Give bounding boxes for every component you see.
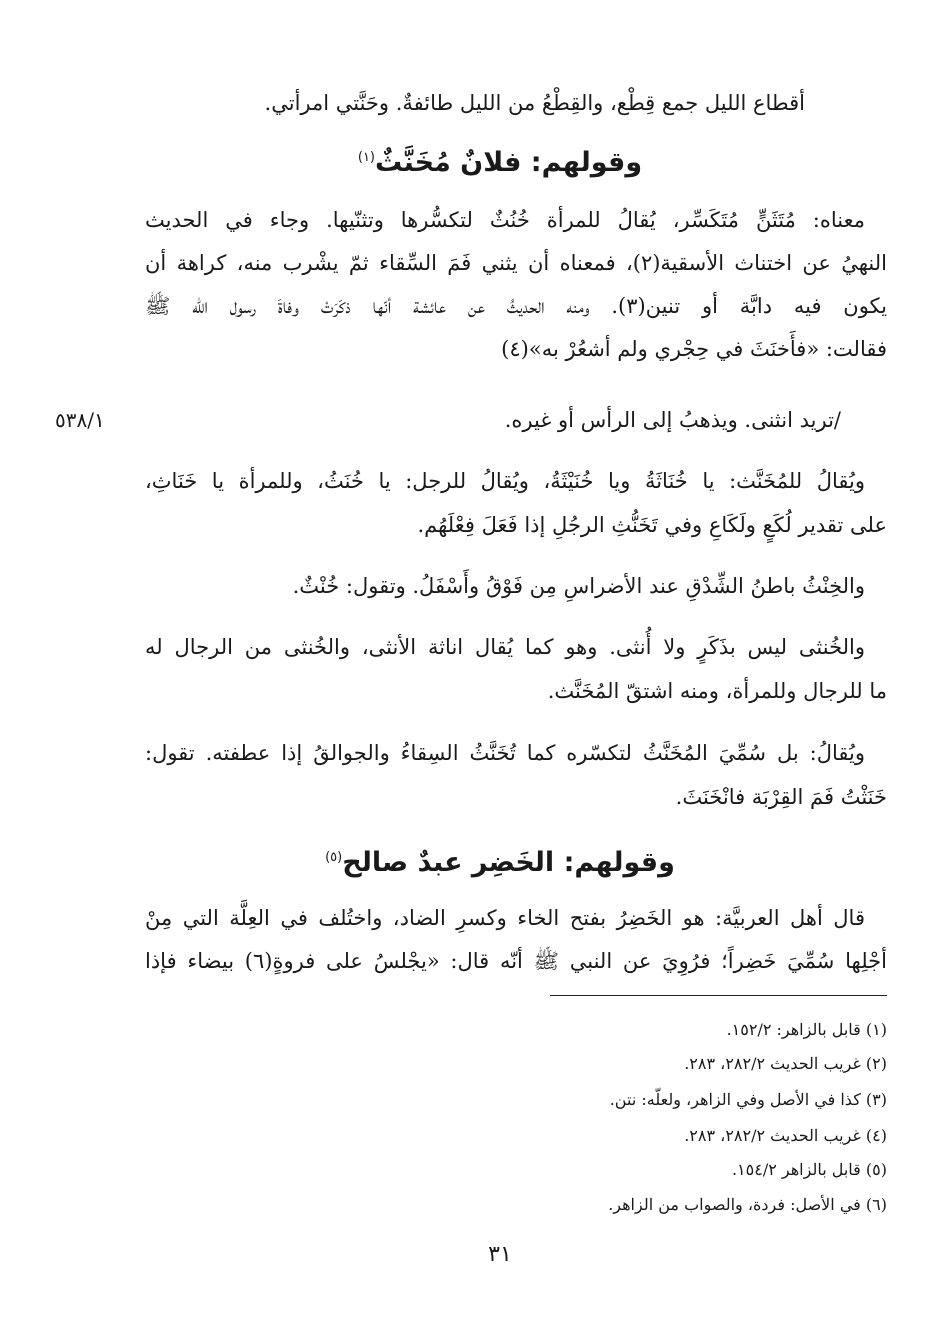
body-line: والخِنْثُ باطنُ الشِّدْقِ عند الأضراسِ مِن فَوْقُ وأَسْفَلُ. وتقول: خُنْثٌ.	[292, 574, 865, 598]
body-line: /تريد انثنى. ويذهبُ إلى الرأس أو غيره.	[504, 408, 841, 432]
body-line: فقالت: «فأَخنَثَ في حِجْري ولم أشعُرْ به»(٤)	[501, 337, 887, 361]
section-heading	[270, 138, 730, 183]
footnote: (٣) كذا في الأصل وفي الزاهر، ولعلّه: نتن.	[609, 1090, 887, 1109]
margin-reference: ٥٣٨/١	[55, 408, 105, 432]
body-line: ويُقالُ للمُخَنَّث: يا خُنَاثَةُ ويا خُنَيْثَةُ، ويُقالُ للرجل: يا خُنَثُ، وللمرأة يا خَنَاثِ،	[145, 469, 865, 493]
footnote: (٦) في الأصل: فردة، والصواب من الزاهر.	[608, 1195, 887, 1214]
body-line: أقطاع الليل جمع قِطْع، والقِطْعُ من الليل طائفةٌ. وحَنَّتي امرأتي.	[264, 91, 805, 115]
footnote: (٢) غريب الحديث ٢٨٢/٢، ٢٨٣.	[684, 1054, 887, 1073]
footnote-ref: (٥)	[325, 850, 343, 865]
footnote-separator	[550, 995, 887, 996]
body-line: النهيُ عن اختناث الأسقية(٢)، فمعناه أن يثني فَمَ السِّقاء ثمّ يشْرب منه، كراهة أن	[145, 251, 887, 275]
body-line: يكون فيه دابَّة أو تنين(٣). ومنه الحديثُ عن عائشة أنّها ذكَرَتْ وفاةَ رسول الله ﷺ	[145, 294, 888, 318]
section-heading	[290, 838, 710, 883]
footnote-ref: (١)	[357, 150, 375, 165]
body-line: أجْلِها سُمِّيَ خَضِراً؛ فرُوِيَ عن النبي ﷺ أنّه قال: «يجْلسُ على فروةٍ(٦) بيضاء فإذا	[145, 949, 887, 973]
body-line: خَنَثْتُ فَمَ القِرْبَة فانْخَنَثَ.	[675, 785, 887, 809]
body-line: معناه: مُتَثَنٍّ مُتَكَسِّر، يُقالُ للمرأة خُنُثٌ لتكسُّرها وتثنّيها. وجاء في الحديث	[145, 208, 865, 232]
footnote: (١) قابل بالزاهر: ١٥٢/٢.	[726, 1020, 887, 1039]
body-line: ويُقالُ: بل سُمِّيَ المُخَنَّثُ لتكسّره كما تُخَنَّثُ السِقاءُ والجوالقُ إذا عطفته. تقول:	[145, 741, 865, 765]
page-number: ٣١	[488, 1242, 512, 1267]
footnote: (٤) غريب الحديث ٢٨٢/٢، ٢٨٣.	[684, 1126, 887, 1145]
heading-text: وقولهم: الخَضِر عبدٌ صالح	[342, 847, 675, 878]
body-line: على تقدير لُكَعٍ ولَكَاعِ وفي تَخَنُّثِ الرجُلِ إذا فَعَلَ فِعْلَهُم.	[417, 513, 887, 537]
body-line: ما للرجال وللمرأة، ومنه اشتقّ المُخَنَّث.	[547, 679, 887, 703]
body-line: والخُنثى ليس بذَكَرٍ ولا أُنثى. وهو كما يُقال اناثة الأنثى، والخُنثى من الرجال له	[145, 635, 865, 659]
heading-text: وقولهم: فلانٌ مُخَنَّثٌ	[375, 147, 643, 178]
body-line: قال أهل العربيَّة: هو الخَضِرُ بفتح الخاء وكسرِ الضاد، واختُلف في العِلَّة التي مِنْ	[145, 906, 865, 930]
footnote: (٥) قابل بالزاهر ١٥٤/٢.	[731, 1160, 887, 1179]
